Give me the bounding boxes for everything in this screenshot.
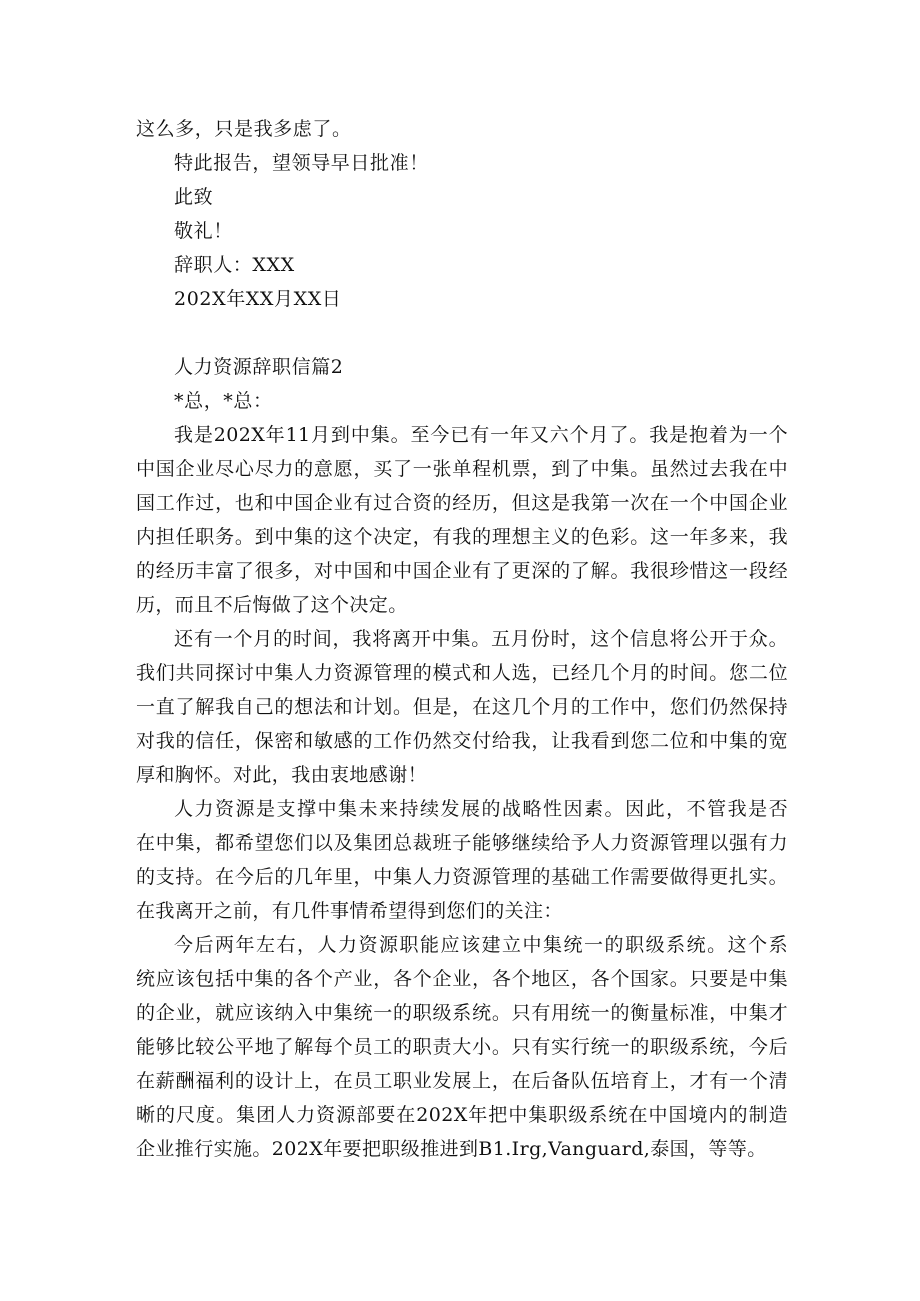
paragraph-line: 还有一个月的时间，我将离开中集。五月份时，这个信息将公开于众。 xyxy=(174,628,788,650)
paragraph-line: 厚和胸怀。对此，我由衷地感谢！ xyxy=(136,764,428,786)
paragraph-line: 内担任职务。到中集的这个决定，有我的理想主义的色彩。这一年多来，我 xyxy=(136,526,788,548)
paragraph-2 xyxy=(136,622,788,792)
paragraph-line: 在薪酬福利的设计上，在员工职业发展上，在后备队伍培育上，才有一个清 xyxy=(136,1070,788,1092)
paragraph-line: 能够比较公平地了解每个员工的职责大小。只有实行统一的职级系统，今后 xyxy=(136,1036,788,1058)
paragraph-line: 晰的尺度。集团人力资源部要在202X年把中集职级系统在中国境内的制造 xyxy=(136,1104,788,1126)
paragraph-line: 对我的信任，保密和敏感的工作仍然交付给我，让我看到您二位和中集的宽 xyxy=(136,730,788,752)
paragraph-line: 一直了解我自己的想法和计划。但是，在这几个月的工作中，您们仍然保持 xyxy=(136,696,788,718)
paragraph-line: 国工作过，也和中国企业有过合资的经历，但这是我第一次在一个中国企业 xyxy=(136,492,788,514)
closing-continuation: 这么多，只是我多虑了。 xyxy=(136,118,352,140)
paragraph-line: 历，而且不后悔做了这个决定。 xyxy=(136,594,408,616)
section-title: 人力资源辞职信篇2 xyxy=(174,356,344,378)
paragraph-line: 的支持。在今后的几年里，中集人力资源管理的基础工作需要做得更扎实。 xyxy=(136,866,788,888)
paragraph-line: 的经历丰富了很多，对中国和中国企业有了更深的了解。我很珍惜这一段经 xyxy=(136,560,788,582)
paragraph-line: 我是202X年11月到中集。至今已有一年又六个月了。我是抱着为一个 xyxy=(174,424,788,446)
paragraph-3 xyxy=(136,792,788,928)
closing-date: 202X年XX月XX日 xyxy=(174,288,342,310)
paragraph-line: 今后两年左右，人力资源职能应该建立中集统一的职级系统。这个系 xyxy=(174,934,788,956)
document-body xyxy=(136,112,788,1166)
closing-signer: 辞职人：XXX xyxy=(174,254,295,276)
paragraph-4 xyxy=(136,928,788,1166)
paragraph-line: 中国企业尽心尽力的意愿，买了一张单程机票，到了中集。虽然过去我在中 xyxy=(136,458,788,480)
closing-report: 特此报告，望领导早日批准！ xyxy=(174,152,429,174)
paragraph-line: 企业推行实施。202X年要把职级推进到B1.Irg,Vanguard,泰国，等等。 xyxy=(136,1138,767,1160)
paragraph-line: 的企业，就应该纳入中集统一的职级系统。只有用统一的衡量标准，中集才 xyxy=(136,1002,788,1024)
paragraph-line: 人力资源是支撑中集未来持续发展的战略性因素。因此，不管我是否 xyxy=(174,798,788,820)
paragraph-1 xyxy=(136,418,788,622)
paragraph-line: 在中集，都希望您们以及集团总裁班子能够继续给予人力资源管理以强有力 xyxy=(136,832,788,854)
closing-greeting-1: 此致 xyxy=(174,186,214,208)
closing-greeting-2: 敬礼！ xyxy=(174,220,233,242)
paragraph-line: 统应该包括中集的各个产业，各个企业，各个地区，各个国家。只要是中集 xyxy=(136,968,788,990)
salutation: *总，*总： xyxy=(174,390,273,412)
paragraph-line: 在我离开之前，有几件事情希望得到您们的关注： xyxy=(136,900,563,922)
paragraph-line: 我们共同探讨中集人力资源管理的模式和人选，已经几个月的时间。您二位 xyxy=(136,662,788,684)
section-gap xyxy=(136,316,788,350)
